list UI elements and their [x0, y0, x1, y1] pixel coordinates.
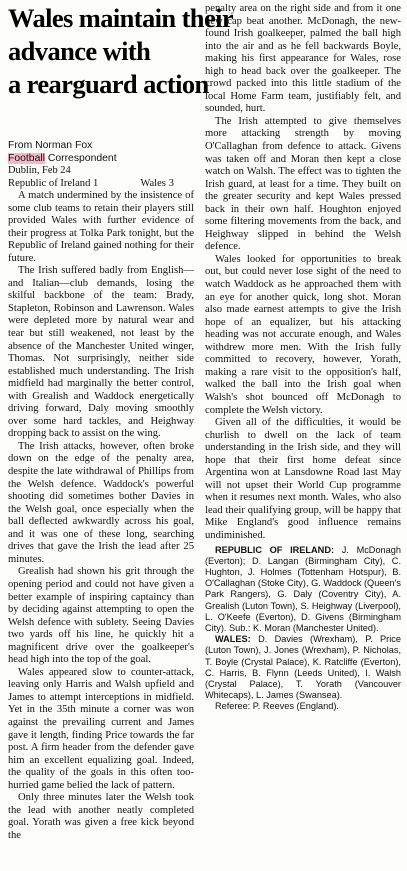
wales-players: D. Davies (Wrexham), P. Price (Luton Town), J. Jones (Wrexham), P. Nicholas, T. Boyle (Crystal Palace), K. Ratcliffe (Everton), C. Harris, B. Flynn (Leeds United), I. Walsh (Crystal Palace), T. Yorath (Vancouver Whitecaps), L. James (Swansea).: [205, 634, 401, 701]
wales-label: WALES:: [215, 634, 251, 645]
ireland-players: J. McDonagh (Everton); D. Langan (Birmingham City), C. Hughton, J. Holmes (Tottenham Hotspur), B. O'Callaghan (Stoke City), G. Waddock (Queen's Park Rangers), G. Daly (Coventry City), A. Grealish (Luton Town), S. Heighway (Liverpool), L. O'Keefe (Everton), D. Givens (Birmingham City). Sub.: K. Moran (Manchester United).: [205, 544, 401, 633]
byline-role: [8, 153, 194, 166]
article-paragraph: penalty area on the right side and from it one new cap beat another. McDonagh, the new-found Irish goalkeeper, palmed the ball high into the air and as he fell backwards Boyle, making his first appearance for Wales, rose high to head back over the goalkeeper. The crowd packed into this little stadium of the local Home Farm team, justifiably felt, and sounded, hurt.: [205, 3, 401, 115]
score-away: Wales 3: [140, 177, 174, 189]
article-paragraph: The Irish attempted to give themselves more attacking strength by moving O'Callaghan from defence to attack. Givens was taken off and Moran then kept a close watch on Walsh. The effect was to tighten the Irish guard, at least for a time. They built on the greater security and kept Wales pressed back in their own half. Houghton enjoyed some filtering movements from the back, and Heighway slipped in behind the Welsh defence.: [205, 115, 401, 253]
headline-line-2: advance with: [8, 36, 151, 66]
score-home: Republic of Ireland 1: [8, 177, 99, 189]
referee-line: Referee: P. Reeves (England).: [215, 701, 339, 712]
article-paragraph: Only three minutes later the Welsh took the lead with another neatly completed goal. Yorath was given a free kick beyond the: [8, 792, 194, 841]
dateline: Dublin, Feb 24: [8, 165, 71, 176]
article-paragraph: Wales appeared slow to counter-attack, leaving only Harris and Walsh upfield and James to attempt interceptions in midfield. Yet in the 35th minute a corner was won against the prevailing current and James gave it length, finding Price towards the far post. A firm header from the defender gave him an excellent equalizing goal. Indeed, the quality of the goals in this often too-hurried game belied the lack of pattern.: [8, 666, 194, 791]
byline-role-rest: Correspondent: [44, 152, 117, 164]
article-paragraph: Grealish had shown his grit through the opening period and could not have given a better example of inspiring captaincy than by deciding against attempting to open the Welsh defence with sublety. Seeing Davies two yards off his line, he quickly hit a magnificent drive over the goalkeeper's head high into the top of the goal.: [8, 566, 194, 666]
left-column: [8, 140, 194, 842]
ireland-label: REPUBLIC OF IRELAND:: [215, 544, 335, 555]
article-paragraph: Wales looked for opportunities to break out, but could never lose sight of the need to watch Waddock as he approached them with an eye for another quick, long shot. Moran also made earnest attempts to give the Irish hope of an equalizer, but his attacking heading was not accurate enough, and Wales withdrew more men. With the Irish fully committed to recovery, however, Yorath, making a rare visit to the opposition's half, walked the ball into the Irish goal when Walsh's shot bounced off McDonagh to complete the Welsh victory.: [205, 253, 401, 416]
team-lineups: [205, 545, 401, 713]
right-column: [205, 3, 401, 713]
byline-role-highlight: Football: [8, 152, 45, 164]
byline: [8, 140, 194, 178]
article-paragraph: The Irish suffered badly from English—and Italian—club demands, losing the skilful backbone of the team: Brady, Stapleton, Robinson and Lawrenson. Wales were depleted more by natural wear and tear but still weakened, not least by the absence of the Manchester United winger, Thomas. Not surprisingly, neither side established much understanding. The Irish midfield had marginally the better control, with Grealish and Waddock energetically driving forward, Daly moving smoothly over some hard tackles, and Heighway dropping back to assist on the wing.: [8, 265, 194, 440]
article-paragraph: A match undermined by the insistence of some club teams to retain their players still provided Wales with further evidence of their progress at Tolka Park tonight, but the Republic of Ireland gained nothing for their future.: [8, 190, 194, 264]
headline-line-3: a rearguard action: [8, 69, 209, 99]
ireland-lineup: [205, 545, 401, 635]
byline-author: From Norman Fox: [8, 140, 93, 151]
scoreline: [8, 178, 194, 191]
wales-lineup: [205, 634, 401, 701]
article-paragraph: The Irish attacks, however, often broke down on the edge of the penalty area, despite the late withdrawal of Phillips from the Welsh defence. Waddock's powerful shooting did sometimes bother Davies in the Welsh goal, once especially when the ball deflected awkwardly across his goal, and it was one of these long, searching drives that gave the Irish the lead after 25 minutes.: [8, 440, 194, 565]
article-paragraph: Given all of the difficulties, it would be churlish to dwell on the lack of team understanding in the Irish side, and they will hope that their first home defeat since Argentina won at Lansdowne Road last May will not upset their World Cup programme when it resumes next month. Wales, who also lead their qualifying group, will be happy that Mike England's good influence remains undiminished.: [205, 417, 401, 541]
headline-line-1: Wales maintain their: [8, 3, 234, 33]
